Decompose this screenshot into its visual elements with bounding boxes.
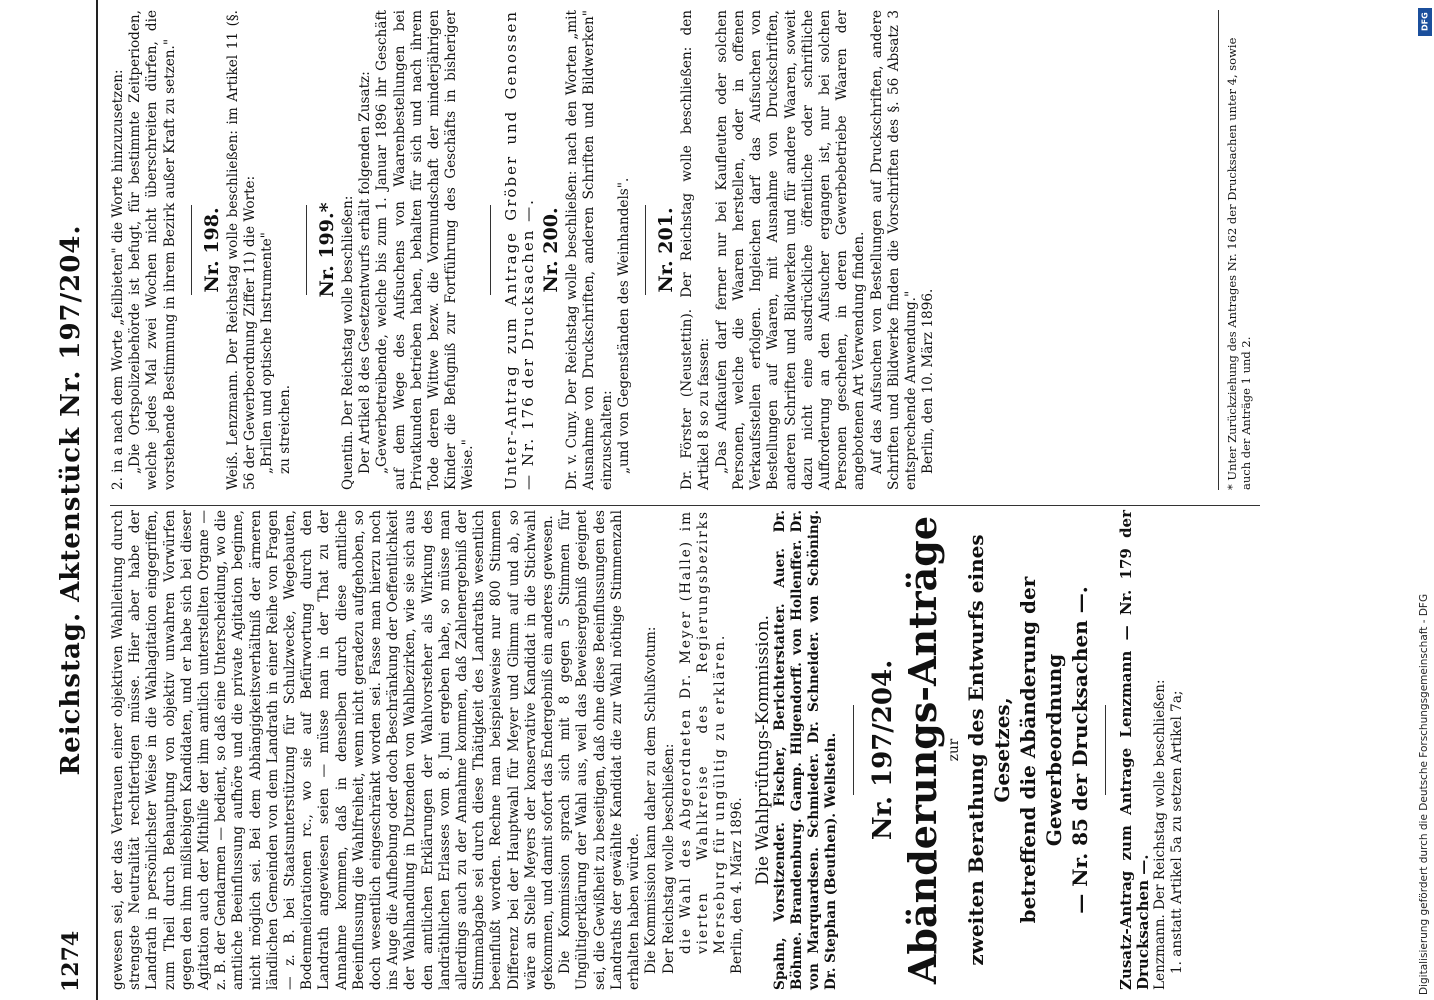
separator bbox=[306, 205, 307, 295]
motion-number: Nr. 201. bbox=[655, 207, 678, 293]
motion-text: Dr. Förster (Neustettin). Der Reichstag wolle beschließen: den Artikel 8 so zu fassen: bbox=[679, 10, 713, 490]
motion-text: Quentin. Der Reichstag wolle beschließen: bbox=[340, 195, 357, 490]
dfg-logo: DFG bbox=[1418, 8, 1432, 36]
motion-text: Dr. v. Cuny. Der Reichstag wolle beschließen: nach den Worten „mit Ausnahme von Druckschriften, anderen Schriften und Bildwerken" einzuschalten: bbox=[564, 10, 615, 490]
motion-text: zu streichen. bbox=[276, 384, 293, 474]
date-line: Berlin, den 10. März 1896. bbox=[920, 288, 937, 474]
digitization-notice: Digitalisierung gefördert durch die Deutsche Forschungsgemeinschaft - DFG bbox=[1418, 593, 1430, 995]
separator bbox=[490, 205, 491, 295]
quoted-text: „Die Ortspolizeibehörde ist befugt, für bestimmte Zeitperioden, welche jedes Mal zwei Wochen nicht überschreiten dürfen, die vorstehende Bestimmung in ihrem Bezirk außer Kraft zu setzen." bbox=[127, 10, 178, 490]
motion-line: Lenzmann. Der Reichstag wolle beschließen: bbox=[1152, 679, 1169, 990]
page-title: Reichstag. Aktenstück Nr. 197/204. bbox=[56, 224, 86, 776]
footnote bbox=[1218, 10, 1253, 490]
motion-number: Nr. 199.* bbox=[315, 202, 338, 298]
zusatz-antrag: Zusatz-Antrag zum Antrage Lenzmann — Nr. 179 der Drucksachen —. bbox=[1116, 510, 1152, 990]
separator bbox=[1105, 705, 1106, 795]
motion-item: 2. in a nach dem Worte „feilbieten" die Worte hinzuzusetzen: bbox=[110, 69, 126, 490]
page-header bbox=[50, 0, 98, 1000]
separator bbox=[853, 705, 854, 795]
motion-text: Weiß. Lenzmann. Der Reichstag wolle beschließen: im Artikel 11 (§. 56 der Gewerbeordnung Ziffer 11) die Worte: bbox=[225, 10, 259, 490]
quoted-text: „Brillen und optische Instrumente" bbox=[259, 232, 276, 474]
page-number: 1274 bbox=[58, 930, 84, 992]
unter-antrag: Unter-Antrag zum Antrage Gröber und Genossen — Nr. 176 der Drucksachen —. bbox=[501, 10, 537, 490]
separator bbox=[191, 205, 192, 295]
section-subtitle: — Nr. 85 der Drucksachen —. bbox=[1067, 586, 1092, 914]
column-divider bbox=[110, 505, 1260, 506]
quoted-text: „und von Gegenständen des Weinhandels". bbox=[615, 177, 632, 474]
paragraph: Die Kommission kann daher zu dem Schlußvotum: bbox=[643, 626, 660, 974]
motion-number: Nr. 200. bbox=[540, 207, 563, 293]
quoted-text: „Das Aufkaufen darf ferner nur bei Kaufleuten oder solchen Personen, welche die Waaren herstellen, oder in offenen Verkaufsstellen erfolgen. Ingleichen darf das Aufsuchen von Bestellungen auf Waaren, mit Ausnahme von Druckschriften, anderen Schriften und Bildwerken und für andere Waaren, soweit dazu nicht eine ausdrückliche öffentliche oder schriftliche Aufforderung an den Aufsucher ergangen ist, nur bei solchen Personen geschehen, in deren Gewerbebetriebe Waaren der angebotenen Art Verwendung finden. bbox=[713, 10, 868, 490]
right-column bbox=[110, 10, 937, 490]
quoted-text: Auf das Aufsuchen von Bestellungen auf Druckschriften, andere Schriften und Bildwerke finden die Vorschriften des §. 56 Absatz 3 entsprechende Anwendung." bbox=[868, 10, 919, 490]
section-zur: zur bbox=[945, 738, 962, 762]
resolution-text: die Wahl des Abgeordneten Dr. Meyer (Halle) im vierten Wahlkreise des Regierungsbezirks Merseburg für ungültig zu erklären. bbox=[677, 510, 729, 954]
date-line: Berlin, den 4. März 1896. bbox=[729, 797, 746, 974]
motion-number: Nr. 198. bbox=[200, 207, 223, 293]
newspaper-page bbox=[50, 0, 1370, 1000]
quoted-text: „Gewerbetreibende, welche bis zum 1. Januar 1896 ihr Geschäft auf dem Wege des Aufsuchens von Waarenbestellungen bei Privatkunden betrieben haben, behalten für sich und nach ihrem Tode deren Wittwe bezw. die Vormundschaft der minderjährigen Kinder die Befugniß zur Fortführung des Geschäfts in bisheriger Weise." bbox=[374, 10, 477, 490]
paragraph: Die Kommission sprach sich mit 8 gegen 5 Stimmen für Ungültigerklärung der Wahl aus, weil das Beweisergebniß geeignet sei, die Gewißheit zu beseitigen, daß ohne diese Beeinflussungen des Landraths der gewählte Kandidat die zur Wahl nöthige Stimmenzahl erhalten haben würde. bbox=[557, 510, 643, 990]
separator bbox=[645, 205, 646, 295]
footnote-text: * Unter Zurückziehung des Antrages Nr. 162 der Drucksachen unter 4, sowie auch der Anträge 1 und 2. bbox=[1225, 37, 1253, 490]
section-number: Nr. 197/204. bbox=[867, 659, 898, 841]
section-title: Abänderungs-Anträge bbox=[899, 515, 945, 985]
left-column bbox=[110, 510, 1187, 990]
section-subtitle: zweiten Berathung des Entwurfs eines Gesetzes, bbox=[963, 534, 1014, 966]
paragraph: Der Reichstag wolle beschließen: bbox=[660, 743, 677, 974]
section-subtitle: betreffend die Abänderung der Gewerbeordnung bbox=[1015, 576, 1066, 924]
commission-name: Die Wahlprüfungs-Kommission. bbox=[752, 614, 773, 886]
commission-members: Spahn, Vorsitzender. Fischer, Berichterstatter. Auer. Dr. Böhme. Brandenburg. Gamp. Hilgendorff. von Hollenffer. Dr. von Marquardsen. Schmieder. Dr. Schneider. von Schöning. Dr. Stephan (Beuthen). Wellstein. bbox=[771, 510, 840, 990]
motion-item: 1. anstatt Artikel 5a zu setzen Artikel 7a; bbox=[1169, 690, 1186, 974]
paragraph: gewesen sei, der das Vertrauen einer objektiven Wahlleitung durch strengste Neutralität rechtfertigen müsse. Hier aber habe der Landrath in persönlichster Weise in die Wahlagitation eingegriffen, zum Theil durch Behauptung von objektiv unwahren Vorwürfen gegen den ihm mißliebigen Kandidaten, und er habe sich bei dieser Agitation auch der Mithilfe der ihm amtlich unterstellten Organe — z. B. der Gendarmen — bedient, so daß eine Unterscheidung, wo die amtliche Beeinflussung aufhöre und die private Agitation beginne, nicht möglich sei. Bei dem Abhängigkeitsverhältniß der ärmeren ländlichen Gemeinden von dem Landrath in einer Reihe von Fragen — z. B. bei Staatsunterstützung für Schulzwecke, Wegebauten, Bodenmeliorationen rc., wo sie auf Befürwortung durch den Landrath angewiesen seien — müsse man in der That zu der Annahme kommen, daß in denselben durch diese amtliche Beeinflussung die Wahlfreiheit, wenn nicht geradezu aufgehoben, so doch wesentlich eingeschränkt worden sei. Fasse man hierzu noch ins Auge die Aufhebung oder doch Beschränkung der Oeffentlichkeit der Wahlhandlung in Dutzenden von Wahlbezirken, wie sie sich aus den amtlichen Erklärungen der Wahlvorsteher als Wirkung des landräthlichen Erlasses vom 8. Juni ergeben habe, so müsse man allerdings auch zu der Annahme kommen, daß Zahlenergebniß der Stimmabgabe sei durch diese Thätigkeit des Landraths wesentlich beeinflußt worden. Rechne man beispielsweise nur 800 Stimmen Differenz bei der Hauptwahl für Meyer und Glimm auf und ab, so wäre an Stelle Meyers der konservative Kandidat in die Stichwahl gekommen, und damit sofort das Endergebniß ein anderes gewesen. bbox=[110, 510, 557, 990]
motion-text: Der Artikel 8 des Gesetzentwurfs erhält folgenden Zusatz: bbox=[357, 71, 374, 474]
